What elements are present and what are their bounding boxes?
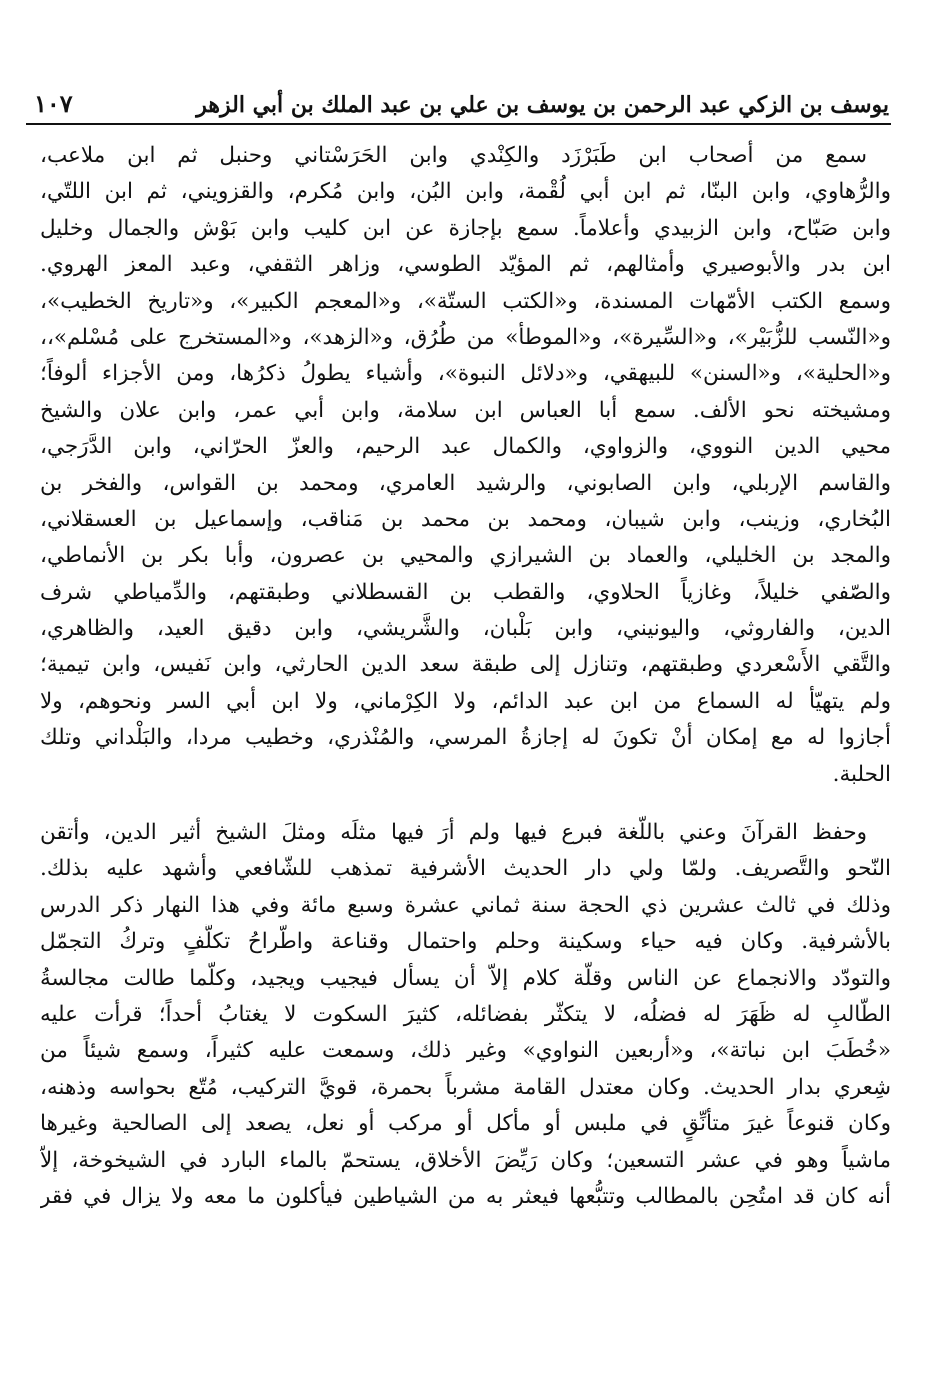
text-line: ولم يتهيّأ له السماع من ابن عبد الدائم، ولا الكِرْماني، ولا ابن أبي السر ونحوهم، ولا bbox=[40, 688, 891, 714]
text-line: وذلك في ثالث عشرين ذي الحجة سنة ثماني عشرة وسبع مائة وفي هذا النهار ذكر الدرس bbox=[40, 892, 891, 918]
text-line: شِعري بدار الحديث. وكان معتدل القامة مشرباً بحمرة، قويَّ التركيب، مُتّع بحواسه وذهنه، bbox=[40, 1074, 891, 1100]
text-line: وكان قنوعاً غيرَ متأنِّقٍ في ملبس أو مأكل أو مركب أو نعل، يصعد إلى الصالحية وغيرها bbox=[40, 1111, 891, 1137]
text-line: الطّالبِ له ظَهَرَ له فضلُه، لا يتكثّر بفضائله، كثيرَ السكوت لا يغتابُ أحداً؛ قرأت عليه bbox=[40, 1001, 891, 1027]
text-line: والتودّد والانجماع عن الناس وقلّة كلام إلاّ أن يسأل فيجيب ويجيد، وكلّما طالت مجالسةُ bbox=[40, 965, 891, 991]
text-line: والصّفي خليلاً، وغازياً الحلاوي، والقطب بن القسطلاني وطبقتهم، والدِّمياطي شرف bbox=[40, 579, 891, 605]
text-line: البُخاري، وزينب، وابن شيبان، ومحمد بن محمد بن مَناقب، وإسماعيل بن العسقلاني، bbox=[40, 506, 891, 532]
paragraph-1 bbox=[40, 138, 891, 793]
text-line: وابن صَبّاح، وابن الزبيدي وأعلاماً. سمع بإجازة عن ابن كليب وابن بَوْش والجمال وخليل bbox=[40, 215, 891, 241]
running-head bbox=[34, 82, 889, 118]
text-line: النّحو والتَّصريف. ولمّا ولي دار الحديث الأشرفية تمذهب للشّافعي وأشهد عليه بذلك. bbox=[40, 856, 891, 882]
running-title: يوسف بن الزكي عبد الرحمن بن يوسف بن علي بن عبد الملك بن أبي الزهر bbox=[196, 92, 889, 118]
text-line: والتَّقي الأَسْعردي وطبقتهم، وتنازل إلى طبقة سعد الدين الحارثي، وابن نَفيس، وابن تيمية؛ bbox=[40, 652, 891, 678]
text-line: الحلبة. bbox=[832, 761, 891, 787]
text-line: و«الحلية»، و«السنن» للبيهقي، و«دلائل النبوة»، وأشياء يطولُ ذكرُها، ومن الأجزاء ألوفاً؛ bbox=[40, 361, 891, 387]
text-line: والقاسم الإربلي، وابن الصابوني، والرشيد العامري، ومحمد بن القواس، والفخر بن bbox=[40, 470, 891, 496]
paragraph-gap bbox=[40, 793, 891, 815]
page-number: ١٠٧ bbox=[34, 89, 73, 118]
text-line: أجازوا له مع إمكان أنْ تكونَ له إجازةُ المرسي، والمُنْذري، وخطيب مردا، والبَلْداني وتلك bbox=[40, 725, 891, 751]
body-text bbox=[40, 138, 891, 1215]
text-line: ومشيخته نحو الألف. سمع أبا العباس ابن سلامة، وابن أبي عمر، وابن علان والشيخ bbox=[40, 397, 891, 423]
text-line: وسمع الكتب الأمّهات المسندة، و«الكتب الستّة»، و«المعجم الكبير»، و«تاريخ الخطيب»، bbox=[40, 288, 891, 314]
text-line: محيي الدين النووي، والزواوي، والكمال عبد الرحيم، والعزّ الحرّاني، وابن الدَّرَجي، bbox=[40, 434, 891, 460]
text-line: الدين، والفاروثي، واليونيني، وابن بَلْبان، والشَّريشي، وابن دقيق العيد، والظاهري، bbox=[40, 616, 891, 642]
header-rule bbox=[26, 123, 891, 125]
text-line: سمع من أصحاب ابن طَبَرْزَد والكِنْدي وابن الحَرَسْتاني وحنبل ثم ابن ملاعب، bbox=[40, 143, 867, 168]
text-line: «خُطَبَ ابن نباتة»، و«أربعين النواوي» وغير ذلك، وسمعت عليه كثيراً، وسمع شيئاً من bbox=[40, 1038, 891, 1064]
text-line: ابن بدر والأبوصيري وأمثالهم، ثم المؤيّد الطوسي، وزاهر الثقفي، وعبد المعز الهروي. bbox=[40, 252, 891, 278]
text-line: و«النّسب للزُّبَيْر»، و«السِّيرة»، و«الموطأ» من طُرُق، و«الزهد»، و«المستخرج على مُسْلم»،، bbox=[40, 324, 891, 350]
text-line: أنه كان قد امتُحِن بالمطالب وتتبُّعها فيعثر به من الشياطين فيأكلون ما معه ولا يزال في فقر bbox=[40, 1183, 891, 1209]
text-line: والمجد بن الخليلي، والعماد بن الشيرازي والمحيي بن عصرون، وأبا بكر بن الأنماطي، bbox=[40, 543, 891, 569]
paragraph-2 bbox=[40, 815, 891, 1215]
text-line: بالأشرفية. وكان فيه حياء وسكينة وحلم واحتمال وقناعة واطّراحُ تكلُّفٍ وتركُ التجمّل bbox=[40, 929, 891, 955]
text-line: ماشياً وهو في عشر التسعين؛ وكان رَيِّضَ الأخلاق، يستحمّ بالماء البارد في الشيخوخة، إلاّ bbox=[40, 1147, 891, 1173]
text-line: والرُّهاوي، وابن البنّا، ثم ابن أبي لُقْمة، وابن البُن، وابن مُكرم، والقزويني، ثم ابن اللتّي، bbox=[40, 179, 891, 205]
text-line: وحفظ القرآنَ وعني باللّغة فبرع فيها ولم أرَ فيها مثلَه ومثلَ الشيخ أثير الدين، وأتقن bbox=[40, 820, 867, 846]
